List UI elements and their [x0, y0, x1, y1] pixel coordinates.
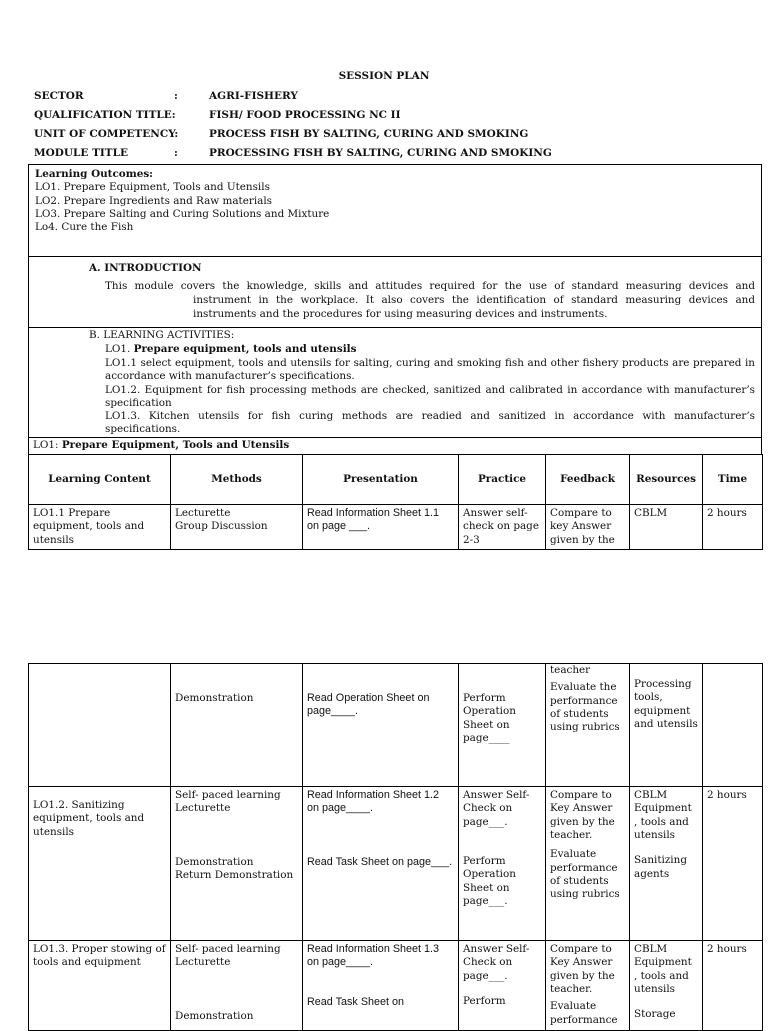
presentation-text: Read Task Sheet on page___. [307, 855, 453, 868]
table-row [29, 664, 763, 787]
presentation-cell: Read Operation Sheet on page____. [303, 664, 459, 787]
resources-cell: Processing tools, equipment and utensils [630, 664, 703, 787]
methods-cell: Demonstration [171, 664, 303, 787]
document-title: SESSION PLAN [338, 70, 430, 82]
lo1-title: Prepare equipment, tools and utensils [133, 343, 357, 355]
learning-content-cell [29, 664, 171, 787]
column-header: Resources [630, 455, 703, 505]
learning-outcomes-box [28, 164, 762, 257]
resources-text: Sanitizing agents [634, 854, 687, 880]
introduction-line: instruments and the procedures for using measuring devices and instruments. [193, 308, 608, 320]
feedback-cell [546, 664, 630, 787]
practice-text: Perform [463, 994, 506, 1007]
feedback-cell [546, 941, 630, 1031]
feedback-cell: Compare to key Answer given by the [546, 505, 630, 550]
column-header: Feedback [546, 455, 630, 505]
header-colon: : [174, 90, 178, 102]
practice-cell [459, 787, 546, 941]
header-value: PROCESS FISH BY SALTING, CURING AND SMOKING [209, 128, 529, 140]
table-row [29, 941, 763, 1031]
methods-text: Self- paced learning Lecturette [175, 789, 281, 815]
header-value: PROCESSING FISH BY SALTING, CURING AND SMOKING [209, 147, 552, 159]
column-header: Practice [459, 455, 546, 505]
header-value: FISH/ FOOD PROCESSING NC II [209, 109, 401, 121]
column-header: Time [703, 455, 763, 505]
header-key: SECTOR [34, 90, 84, 102]
learning-outcome-item: LO3. Prepare Salting and Curing Solutions and Mixture [35, 207, 330, 220]
column-header: Learning Content [29, 455, 171, 505]
lo1-bar-title: Prepare Equipment, Tools and Utensils [61, 439, 290, 451]
learning-activity-paragraph: LO1.1 select equipment, tools and utensils for salting, curing and smoking fish and other fishery products are prepared in accordance with manufacturer’s specifications. [105, 357, 755, 383]
methods-cell: Lecturette Group Discussion [171, 505, 303, 550]
presentation-text: Read Information Sheet 1.3 on page____. [307, 943, 440, 969]
feedback-text: Compare to Key Answer given by the teacher. [550, 789, 615, 841]
introduction-heading: A. INTRODUCTION [89, 262, 202, 274]
header-qualification [34, 109, 754, 123]
header-key: QUALIFICATION TITLE: [34, 109, 176, 121]
methods-text: Demonstration [175, 1009, 254, 1022]
time-cell: 2 hours [703, 941, 763, 1031]
time-cell: 2 hours [703, 505, 763, 550]
table-row [29, 505, 763, 550]
presentation-text: Read Task Sheet on [307, 995, 405, 1008]
feedback-text: Evaluate the performance of students using rubrics [550, 681, 620, 734]
feedback-text: Compare to Key Answer given by the teacher. [550, 943, 615, 995]
feedback-continued: teacher [550, 664, 591, 676]
header-value: AGRI-FISHERY [209, 90, 298, 102]
resources-text: CBLM Equipment , tools and utensils [634, 789, 692, 841]
learning-outcome-item: Lo4. Cure the Fish [35, 221, 134, 234]
methods-cell [171, 941, 303, 1031]
header-unit [34, 128, 754, 142]
learning-content-cell: LO1.1 Prepare equipment, tools and utensils [29, 505, 171, 550]
practice-text: Perform Operation Sheet on page___. [463, 854, 516, 907]
session-plan-table [28, 454, 763, 550]
presentation-cell [303, 941, 459, 1031]
learning-activity-paragraph: LO1.3. Kitchen utensils for fish curing methods are readied and sanitized in accordance with manufacturer’s specifications. [105, 410, 755, 436]
lo1-bar [28, 437, 762, 455]
column-header: Presentation [303, 455, 459, 505]
methods-text: Demonstration Return Demonstration [175, 855, 294, 881]
lo1-prefix: LO1. [105, 343, 134, 355]
learning-outcomes-heading: Learning Outcomes: [35, 168, 154, 180]
session-plan-table-continued [28, 663, 763, 1031]
header-module [34, 147, 754, 161]
header-key: UNIT OF COMPETENCY: [34, 128, 179, 140]
learning-activities-heading: B. LEARNING ACTIVITIES: [89, 329, 235, 341]
introduction-box [28, 256, 762, 328]
time-cell [703, 664, 763, 787]
practice-text: Answer Self-Check on page___. [463, 943, 530, 982]
resources-text: Storage [634, 1008, 676, 1021]
feedback-cell [546, 787, 630, 941]
learning-activities-lo1 [105, 343, 356, 356]
methods-text: Self- paced learning Lecturette [175, 943, 281, 969]
table-row [29, 787, 763, 941]
practice-cell [459, 941, 546, 1031]
practice-text: Answer Self-Check on page___. [463, 789, 530, 828]
practice-cell: Perform Operation Sheet on page____ [459, 664, 546, 787]
learning-content-cell: LO1.3. Proper stowing of tools and equipment [29, 941, 171, 1031]
learning-outcome-item: LO1. Prepare Equipment, Tools and Utensils [35, 181, 270, 194]
lo1-bar-prefix: LO1: [33, 439, 62, 451]
presentation-cell: Read Information Sheet 1.1 on page ___. [303, 505, 459, 550]
feedback-text: Evaluate performance of students using rubrics [550, 848, 620, 901]
resources-cell [630, 787, 703, 941]
presentation-cell [303, 787, 459, 941]
table-header-row [29, 455, 763, 505]
column-header: Methods [171, 455, 303, 505]
header-sector [34, 90, 754, 104]
feedback-text: Evaluate performance [550, 1000, 618, 1026]
learning-activities-box [28, 327, 762, 438]
learning-outcome-item: LO2. Prepare Ingredients and Raw materials [35, 194, 273, 207]
header-colon: : [174, 147, 178, 159]
learning-activity-paragraph: LO1.2. Equipment for fish processing methods are checked, sanitized and calibrated in accordance with manufacturer’s specification [105, 384, 755, 410]
introduction-line: This module covers the knowledge, skills and attitudes required for the use of standard measuring devices and [105, 280, 755, 292]
resources-text: CBLM Equipment , tools and utensils [634, 943, 692, 995]
practice-cell: Answer self-check on page 2-3 [459, 505, 546, 550]
resources-cell: CBLM [630, 505, 703, 550]
introduction-line: instrument in the workplace. It also covers the identification of standard measuring devices and [193, 294, 755, 306]
methods-cell [171, 787, 303, 941]
resources-cell [630, 941, 703, 1031]
presentation-text: Read Information Sheet 1.2 on page____. [307, 789, 440, 815]
learning-content-cell: LO1.2. Sanitizing equipment, tools and utensils [29, 787, 171, 941]
header-key: MODULE TITLE [34, 147, 128, 159]
time-cell: 2 hours [703, 787, 763, 941]
